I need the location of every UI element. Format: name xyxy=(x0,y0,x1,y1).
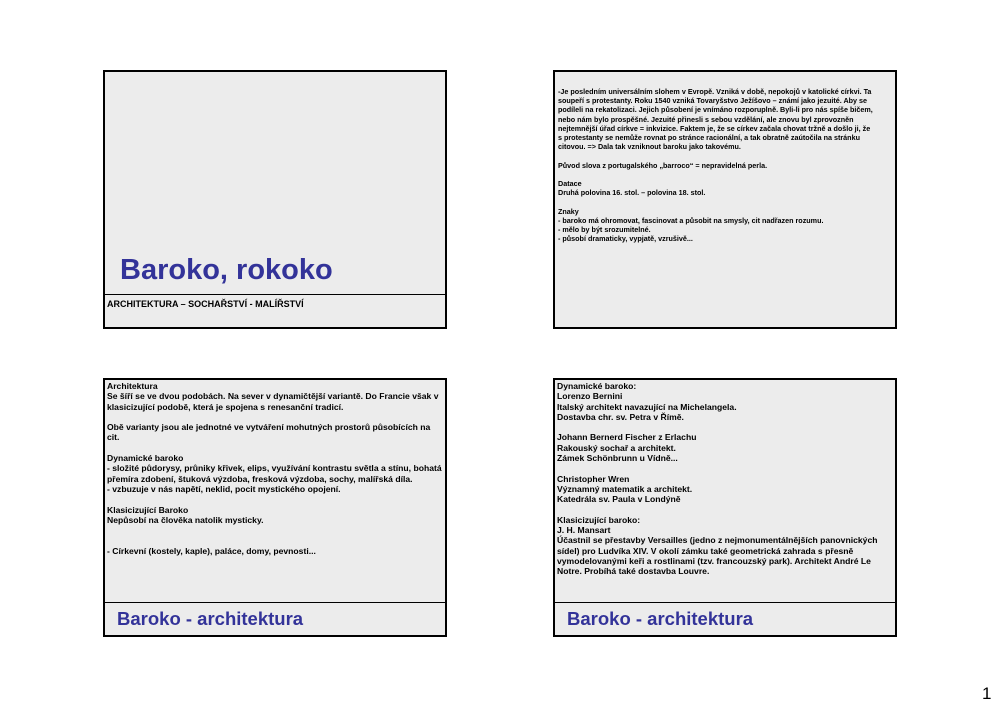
slide-subtitle: ARCHITEKTURA – SOCHAŘSTVÍ - MALÍŘSTVÍ xyxy=(107,299,304,309)
slide-architekti xyxy=(553,378,897,637)
spacer xyxy=(558,197,892,206)
footer-divider xyxy=(555,602,895,603)
text-line: podíleli na rekatolizaci. Jejich působení je vnímáno rozporuplně. Byli-li pro nás spíše bičem, xyxy=(558,105,873,115)
architekti-text xyxy=(557,381,893,577)
text-line: Druhá polovina 16. stol. – polovina 18. stol. xyxy=(558,188,706,198)
slide-title xyxy=(103,70,447,329)
spacer xyxy=(107,494,443,504)
text-line: sídel) pro Ludvíka XIV. V okolí zámku také geometrická zahrada s přesně xyxy=(557,545,854,556)
text-line: s protestanty se nemůže rovnat po stránce racionální, a tak obratně zaútočila na stránku xyxy=(558,133,860,143)
page-number: 1 xyxy=(982,684,992,703)
text-line: Notre. Probíhá také dostavba Louvre. xyxy=(557,566,710,577)
text-line: nebo nám bylo prospěšné. Jezuité přinesli s sebou vzdělání, ale znovu byl zprovozněn xyxy=(558,114,854,124)
text-line: klasicizující podobě, která je spojena s renesanční tradicí. xyxy=(107,401,344,412)
text-line: - Církevní (kostely, kaple), paláce, domy, pevnosti... xyxy=(107,545,316,556)
slide-main-title: Baroko, rokoko xyxy=(120,254,333,286)
text-line: Původ slova z portugalského „barroco“ = nepravidelná perla. xyxy=(558,160,768,170)
text-line: - vzbuzuje v nás napětí, neklid, pocit mystického opojení. xyxy=(107,483,341,494)
slide-architektura xyxy=(103,378,447,637)
slide-footer-title: Baroko - architektura xyxy=(117,608,304,629)
spacer xyxy=(557,505,893,515)
slide-intro xyxy=(553,70,897,329)
architektura-text xyxy=(107,381,443,556)
spacer xyxy=(557,463,893,473)
spacer xyxy=(107,525,443,546)
text-line: Znaky xyxy=(558,206,579,216)
text-line: -Je posledním universálním slohem v Evropě. Vzniká v době, nepokojů v katolické církvi. Ta xyxy=(558,87,872,96)
footer-divider xyxy=(105,602,445,603)
slide-footer-title: Baroko - architektura xyxy=(567,608,754,629)
text-line: Účastnil se přestavby Versailles (jedno z nejmonumentálnějších panovnických xyxy=(557,535,878,546)
text-line: - mělo by být srozumitelné. xyxy=(558,225,651,234)
text-line: - působí dramaticky, vypjatě, vzrušivě... xyxy=(558,234,693,244)
spacer xyxy=(557,422,893,432)
text-line: soupeří s protestanty. Roku 1540 vzniká Tovaryšstvo Ježíšovo – známí jako jezuité. Aby se xyxy=(558,96,868,106)
text-line: Italský architekt navazující na Michelangela. xyxy=(557,401,737,412)
title-divider xyxy=(105,294,445,295)
text-line: Klasicizující Baroko xyxy=(107,504,189,515)
intro-text xyxy=(558,87,892,243)
spacer xyxy=(107,443,443,453)
spacer xyxy=(558,151,892,160)
text-line: - baroko má ohromovat, fascinovat a působit na smysly, cit nadřazen rozumu. xyxy=(558,215,824,225)
text-line: Obě varianty jsou ale jednotné ve vytváření mohutných prostorů působících na xyxy=(107,422,431,433)
text-line: Rakouský sochař a architekt. xyxy=(557,442,676,453)
spacer xyxy=(558,170,892,179)
text-line: vymodelovanými keři a rostlinami (tzv. francouzský park). Architekt André Le xyxy=(557,556,871,567)
text-line: Zámek Schönbrunn u Vídně... xyxy=(557,453,678,464)
text-line: Dynamické baroko: xyxy=(557,381,637,391)
text-line: Se šíří se ve dvou podobách. Na sever v dynamičtější variantě. Do Francie však v xyxy=(107,391,439,402)
text-line: citovou. => Dala tak vzniknout baroku jako takovému. xyxy=(558,142,741,152)
spacer xyxy=(107,412,443,422)
text-line: Významný matematik a architekt. xyxy=(557,483,693,494)
text-line: Katedrála sv. Paula v Londýně xyxy=(557,494,681,505)
text-line: nejtemnější úřad církve = inkvizice. Faktem je, že se církev začala chovat tržně a došlo ji, že xyxy=(558,123,871,133)
text-line: Nepůsobí na člověka natolik mysticky. xyxy=(107,514,264,525)
text-line: Datace xyxy=(558,179,582,188)
text-line: Christopher Wren xyxy=(557,473,630,484)
text-line: přemíra zdobení, štuková výzdoba, fresková výzdoba, sochy, malířská díla. xyxy=(107,473,413,484)
text-line: Lorenzo Bernini xyxy=(557,391,623,402)
text-line: Dostavba chr. sv. Petra v Římě. xyxy=(557,411,684,422)
text-line: Architektura xyxy=(107,381,158,391)
text-line: Dynamické baroko xyxy=(107,453,184,464)
text-line: - složité půdorysy, průniky křivek, elips, využívání kontrastu světla a stínu, bohatá xyxy=(107,463,442,474)
text-line: Johann Bernerd Fischer z Erlachu xyxy=(557,432,697,443)
text-line: cit. xyxy=(107,432,120,443)
text-line: Klasicizující baroko: xyxy=(557,514,641,525)
text-line: J. H. Mansart xyxy=(557,525,611,536)
